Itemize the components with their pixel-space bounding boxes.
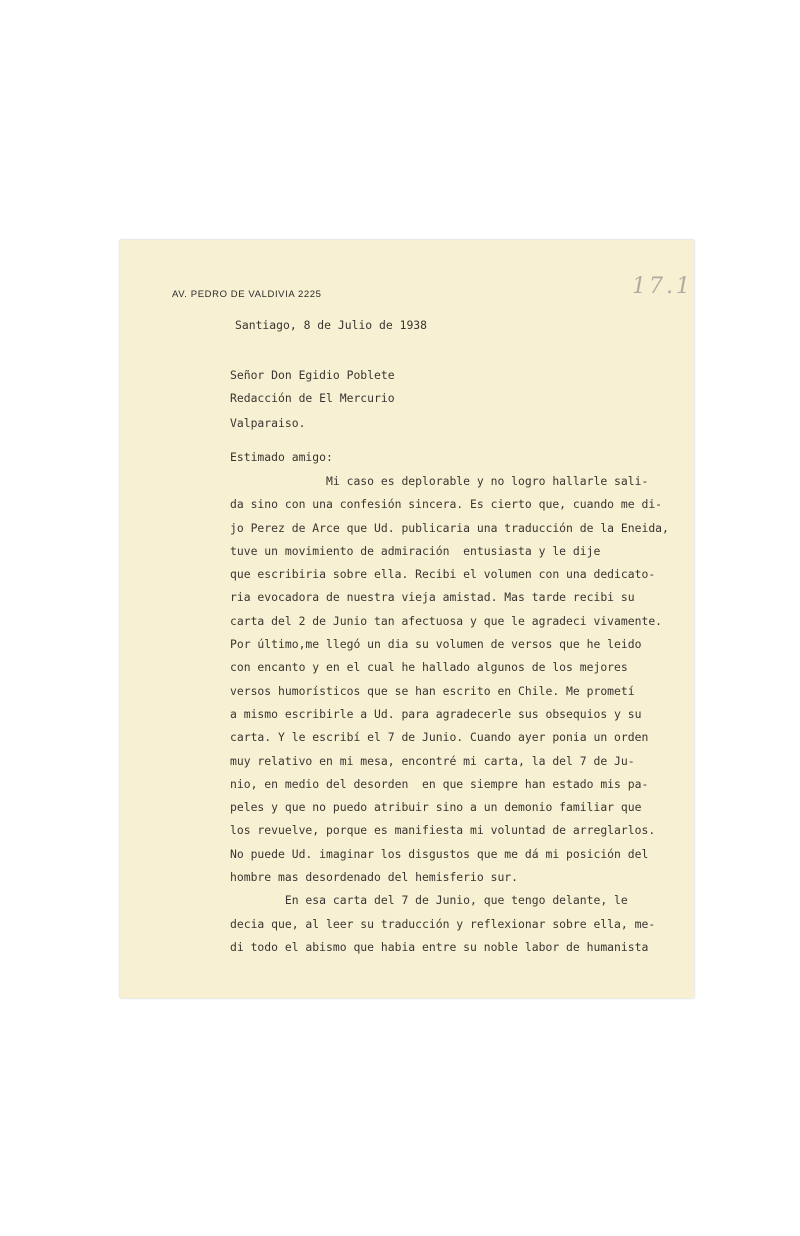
- body-line: peles y que no puedo atribuir sino a un demonio familiar que: [230, 800, 642, 815]
- body-line: ria evocadora de nuestra vieja amistad. Mas tarde recibi su: [230, 590, 635, 605]
- body-line: carta. Y le escribí el 7 de Junio. Cuando ayer ponia un orden: [230, 730, 649, 745]
- body-line: versos humorísticos que se han escrito en Chile. Me prometí: [230, 683, 635, 698]
- body-line: Mi caso es deplorable y no logro hallarle sali-: [230, 474, 649, 488]
- body-line: En esa carta del 7 de Junio, que tengo delante, le: [230, 893, 628, 908]
- body-line: que escribiria sobre ella. Recibi el volumen con una dedicato-: [230, 567, 656, 582]
- body-line: muy relativo en mi mesa, encontré mi carta, la del 7 de Ju-: [230, 753, 635, 768]
- body-line: No puede Ud. imaginar los disgustos que me dá mi posición del: [230, 846, 649, 861]
- body-line: nio, en medio del desorden en que siempre han estado mis pa-: [230, 776, 649, 791]
- body-line: con encanto y en el cual he hallado algunos de los mejores: [230, 660, 628, 675]
- recipient-line: Valparaiso.: [230, 416, 306, 430]
- body-line: di todo el abismo que habia entre su noble labor de humanista: [230, 939, 649, 954]
- body-line: da sino con una confesión sincera. Es cierto que, cuando me di-: [230, 497, 663, 512]
- body-line: a mismo escribirle a Ud. para agradecerle sus obsequios y su: [230, 706, 642, 721]
- letter-body: [230, 470, 669, 959]
- body-line: decia que, al leer su traducción y reflexionar sobre ella, me-: [230, 916, 656, 931]
- letter-page: [120, 240, 694, 998]
- date-line: Santiago, 8 de Julio de 1938: [235, 318, 428, 332]
- greeting: Estimado amigo:: [230, 450, 333, 464]
- recipient-line: Redacción de El Mercurio: [230, 391, 395, 405]
- body-line: jo Perez de Arce que Ud. publicaria una traducción de la Eneida,: [230, 520, 669, 535]
- body-line: los revuelve, porque es manifiesta mi voluntad de arreglarlos.: [230, 823, 656, 838]
- folio-number: 17.1: [632, 274, 693, 299]
- body-line: tuve un movimiento de admiración entusiasta y le dije: [230, 543, 601, 558]
- recipient-line: Señor Don Egidio Poblete: [230, 368, 395, 382]
- body-line: Por último,me llegó un dia su volumen de versos que he leido: [230, 637, 642, 652]
- body-line: carta del 2 de Junio tan afectuosa y que le agradeci vivamente.: [230, 613, 663, 628]
- letterhead-address: AV. PEDRO DE VALDIVIA 2225: [172, 289, 322, 300]
- body-line: hombre mas desordenado del hemisferio sur.: [230, 870, 519, 885]
